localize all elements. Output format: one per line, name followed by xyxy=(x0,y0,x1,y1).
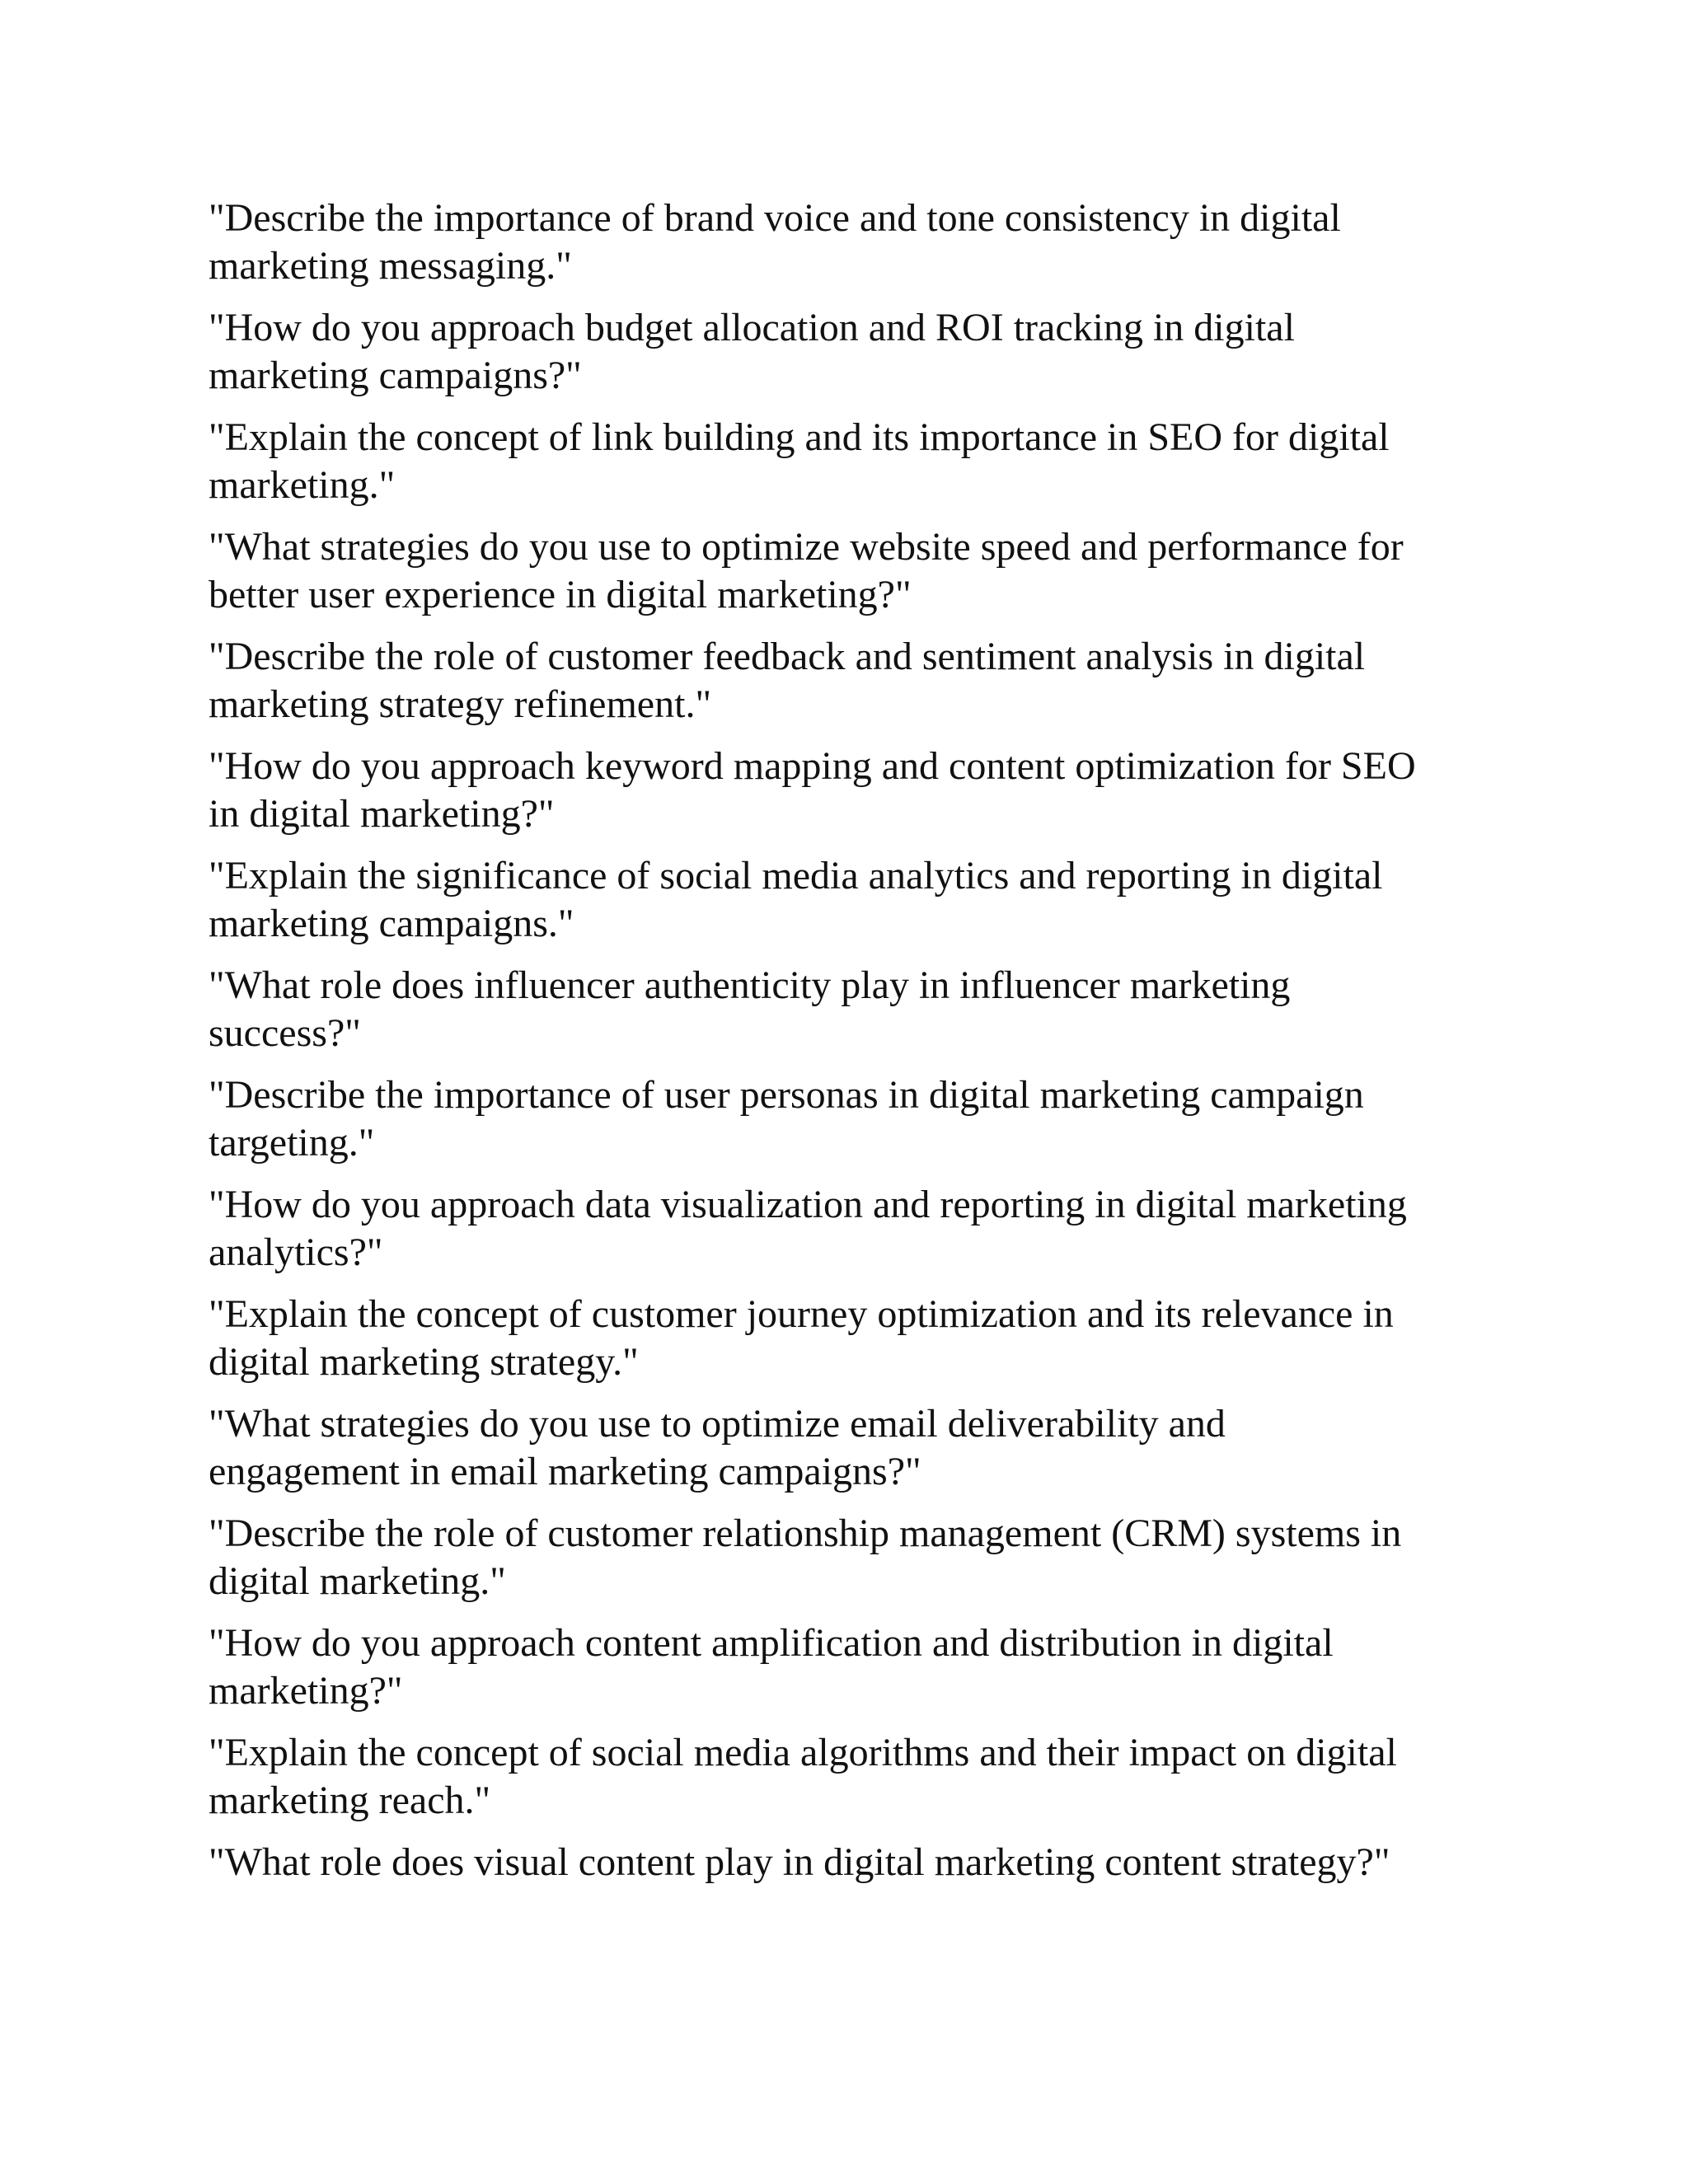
question-item xyxy=(209,852,1494,948)
question-line: marketing?" xyxy=(209,1669,403,1713)
question-line: marketing strategy refinement." xyxy=(209,682,712,726)
question-item xyxy=(209,1510,1494,1605)
question-item xyxy=(209,1619,1494,1715)
question-line: "Describe the importance of brand voice and tone consistency in digital xyxy=(209,196,1341,240)
question-line: "What strategies do you use to optimize email deliverability and xyxy=(209,1402,1226,1446)
question-line: in digital marketing?" xyxy=(209,792,555,836)
question-item xyxy=(209,304,1494,400)
question-item xyxy=(209,1291,1494,1386)
question-line: "Describe the importance of user personas in digital marketing campaign xyxy=(209,1073,1364,1117)
question-line: engagement in email marketing campaigns?" xyxy=(209,1450,921,1493)
question-item xyxy=(209,1400,1494,1496)
question-line: targeting." xyxy=(209,1121,375,1165)
question-line: "What strategies do you use to optimize website speed and performance for xyxy=(209,525,1404,569)
question-item xyxy=(209,523,1494,619)
question-line: marketing campaigns." xyxy=(209,902,574,945)
question-line: marketing reach." xyxy=(209,1779,491,1822)
question-item xyxy=(209,743,1494,838)
question-line: "Explain the concept of social media algorithms and their impact on digital xyxy=(209,1731,1397,1774)
question-item xyxy=(209,1839,1494,1886)
question-line: marketing campaigns?" xyxy=(209,354,582,397)
question-item xyxy=(209,1729,1494,1825)
question-item xyxy=(209,414,1494,509)
question-line: "How do you approach data visualization and reporting in digital marketing xyxy=(209,1183,1407,1226)
question-item xyxy=(209,194,1494,290)
question-line: better user experience in digital marketing?" xyxy=(209,573,912,616)
question-line: digital marketing." xyxy=(209,1559,506,1603)
question-line: "How do you approach keyword mapping and content optimization for SEO xyxy=(209,744,1416,788)
question-line: "Explain the concept of customer journey optimization and its relevance in xyxy=(209,1292,1394,1336)
question-item xyxy=(209,1181,1494,1277)
question-line: "How do you approach budget allocation and ROI tracking in digital xyxy=(209,306,1295,349)
question-line: marketing." xyxy=(209,463,396,507)
question-item xyxy=(209,962,1494,1057)
question-line: success?" xyxy=(209,1011,361,1055)
question-line: "What role does influencer authenticity play in influencer marketing xyxy=(209,963,1291,1007)
question-line: "Explain the concept of link building and its importance in SEO for digital xyxy=(209,415,1390,459)
question-line: "How do you approach content amplification and distribution in digital xyxy=(209,1621,1334,1665)
question-line: "Explain the significance of social media analytics and reporting in digital xyxy=(209,854,1383,898)
question-line: "Describe the role of customer relationship management (CRM) systems in xyxy=(209,1511,1402,1555)
question-item xyxy=(209,633,1494,729)
question-line: analytics?" xyxy=(209,1230,383,1274)
question-item xyxy=(209,1071,1494,1167)
question-list xyxy=(209,194,1494,1900)
question-line: marketing messaging." xyxy=(209,244,572,288)
question-line: digital marketing strategy." xyxy=(209,1340,639,1384)
question-line: "What role does visual content play in digital marketing content strategy?" xyxy=(209,1840,1390,1884)
question-line: "Describe the role of customer feedback and sentiment analysis in digital xyxy=(209,635,1366,678)
